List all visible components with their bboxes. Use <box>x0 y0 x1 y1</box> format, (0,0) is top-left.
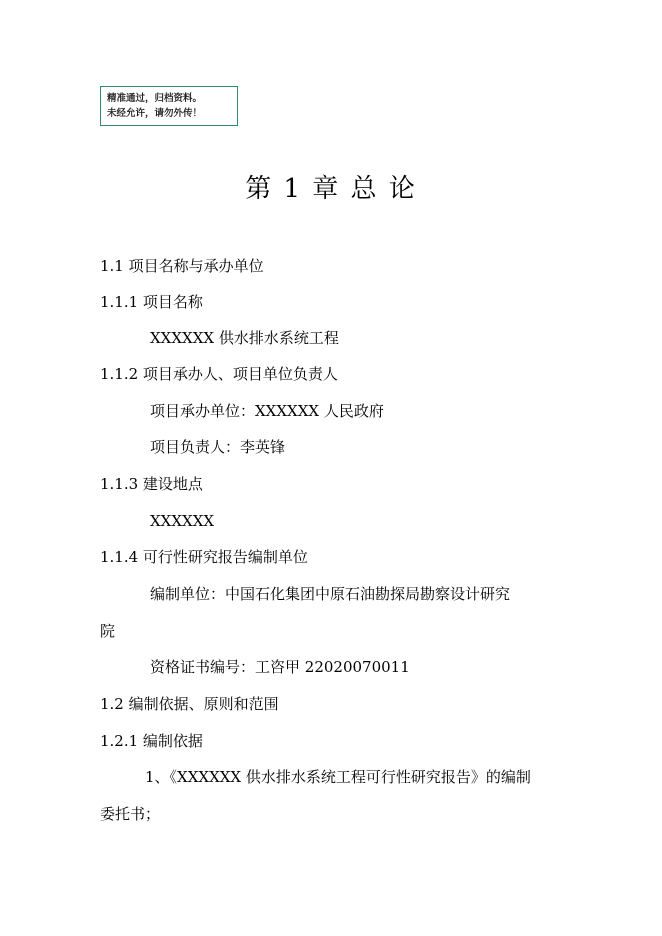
section-1-1-heading: 1.1 项目名称与承办单位 <box>100 257 264 275</box>
section-1-1-4-heading: 1.1.4 可行性研究报告编制单位 <box>100 548 308 566</box>
person-in-charge-text: 项目负责人：李英锋 <box>150 438 286 456</box>
compiler-text-line-2: 院 <box>100 622 116 640</box>
chapter-title: 第 1 章 总 论 <box>245 174 417 204</box>
basis-1-line-1: 1、《XXXXXX 供水排水系统工程可行性研究报告》的编制 <box>145 768 531 786</box>
certificate-text: 资格证书编号：工咨甲 22020070011 <box>150 658 410 676</box>
section-1-1-1-heading: 1.1.1 项目名称 <box>100 293 203 311</box>
confidential-stamp <box>100 86 238 126</box>
section-1-1-2-heading: 1.1.2 项目承办人、项目单位负责人 <box>100 365 338 383</box>
section-1-2-1-heading: 1.2.1 编制依据 <box>100 732 203 750</box>
section-1-1-3-heading: 1.1.3 建设地点 <box>100 475 203 493</box>
compiler-text-line-1: 编制单位：中国石化集团中原石油勘探局勘察设计研究 <box>150 585 511 603</box>
project-name-text: XXXXXX 供水排水系统工程 <box>150 329 339 347</box>
stamp-line-1: 精准通过，归档资料。 <box>107 93 203 104</box>
basis-1-line-2: 委托书； <box>100 805 161 823</box>
section-1-2-heading: 1.2 编制依据、原则和范围 <box>100 695 279 713</box>
location-text: XXXXXX <box>150 512 215 530</box>
undertaker-text: 项目承办单位：XXXXXX 人民政府 <box>150 402 384 420</box>
stamp-line-2: 未经允许，请勿外传！ <box>107 108 203 119</box>
